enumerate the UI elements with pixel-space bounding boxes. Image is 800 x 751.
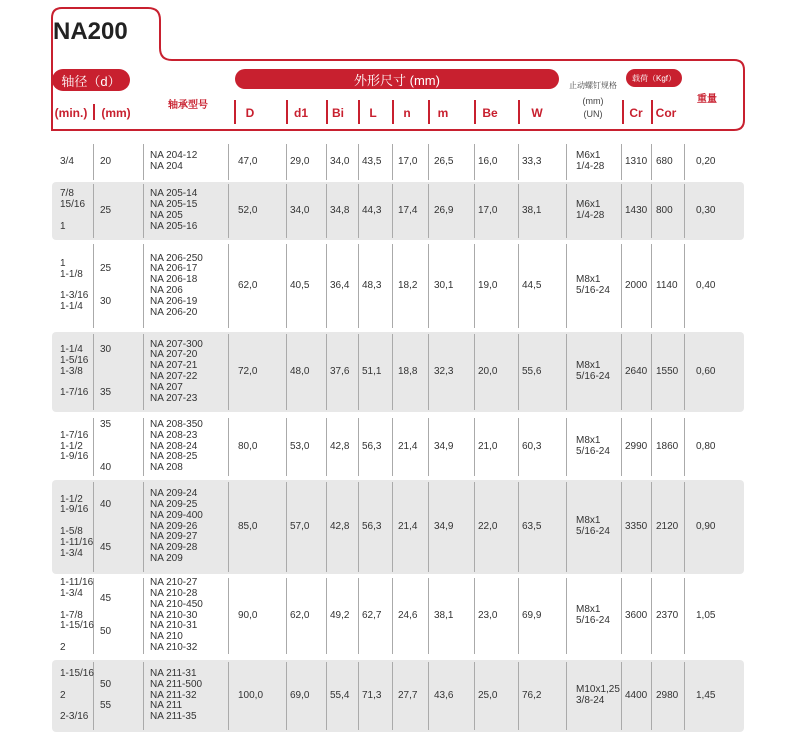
- column-divider: [326, 334, 327, 410]
- cell-W: 76,2: [522, 689, 542, 701]
- cell-Bi: 49,2: [330, 609, 350, 621]
- column-divider: [358, 334, 359, 410]
- cell-inch: 1-7/16 1-1/2 1-9/16: [60, 429, 89, 463]
- divider: [651, 100, 653, 124]
- cell-L: 43,5: [362, 155, 382, 167]
- cell-L: 44,3: [362, 204, 382, 216]
- cell-inch: 7/8 15/16 1: [60, 188, 86, 232]
- cell-L: 56,3: [362, 440, 382, 452]
- cell-inch: 1-1/4 1-5/16 1-3/8 1-7/16: [60, 344, 89, 399]
- column-divider: [621, 482, 622, 572]
- column-divider: [358, 578, 359, 654]
- column-divider: [286, 662, 287, 730]
- cell-L: 51,1: [362, 365, 382, 377]
- screw-spec-label: 止动螺钉规格: [569, 81, 617, 90]
- column-divider: [326, 482, 327, 572]
- cell-D: 85,0: [238, 520, 258, 532]
- column-divider: [143, 662, 144, 730]
- column-divider: [358, 418, 359, 476]
- cell-screw: M6x1 1/4-28: [576, 150, 605, 172]
- column-divider: [621, 184, 622, 238]
- cell-screw: M8x1 5/16-24: [576, 515, 610, 537]
- cell-d1: 29,0: [290, 155, 310, 167]
- cell-inch: 1-15/16 2 2-3/16: [60, 668, 94, 723]
- divider: [93, 104, 95, 120]
- cell-model: NA 211-31 NA 211-500 NA 211-32 NA 211 NA 211-35: [150, 668, 203, 723]
- column-divider: [143, 334, 144, 410]
- cell-m: 26,9: [434, 204, 454, 216]
- cell-m: 26,5: [434, 155, 454, 167]
- divider: [622, 100, 624, 124]
- column-divider: [518, 184, 519, 238]
- column-divider: [143, 144, 144, 180]
- column-divider: [621, 418, 622, 476]
- divider: [234, 100, 236, 124]
- cell-D: 90,0: [238, 609, 258, 621]
- cell-mm: 20: [100, 155, 112, 167]
- column-divider: [93, 334, 94, 410]
- cell-m: 34,9: [434, 520, 454, 532]
- column-divider: [93, 144, 94, 180]
- column-divider: [518, 418, 519, 476]
- cell-weight: 0,80: [696, 440, 716, 452]
- column-divider: [651, 418, 652, 476]
- cell-Bi: 34,0: [330, 155, 350, 167]
- cell-model: NA 208-350 NA 208-23 NA 208-24 NA 208-25 NA 208: [150, 419, 203, 474]
- cell-D: 80,0: [238, 440, 258, 452]
- divider: [474, 100, 476, 124]
- column-divider: [358, 244, 359, 328]
- cell-Be: 21,0: [478, 440, 498, 452]
- column-divider: [143, 418, 144, 476]
- cell-mm: 25 30: [100, 263, 112, 307]
- column-divider: [228, 244, 229, 328]
- column-divider: [684, 578, 685, 654]
- page-title: NA200: [53, 18, 128, 45]
- cell-mm: 35 40: [100, 419, 112, 474]
- cell-Bi: 34,8: [330, 204, 350, 216]
- column-divider: [392, 334, 393, 410]
- divider: [358, 100, 360, 124]
- column-divider: [286, 418, 287, 476]
- cell-D: 62,0: [238, 279, 258, 291]
- column-divider: [684, 244, 685, 328]
- column-divider: [326, 244, 327, 328]
- cell-D: 72,0: [238, 365, 258, 377]
- cell-n: 27,7: [398, 689, 418, 701]
- cell-weight: 0,40: [696, 279, 716, 291]
- cell-d1: 53,0: [290, 440, 310, 452]
- cell-d1: 34,0: [290, 204, 310, 216]
- cell-model: NA 209-24 NA 209-25 NA 209-400 NA 209-26 NA 209-27 NA 209-28 NA 209: [150, 488, 203, 564]
- cell-inch: 1-11/16 1-3/4 1-7/8 1-15/16 2: [60, 577, 94, 653]
- bearing-model-header: 轴承型号: [168, 100, 208, 111]
- column-divider: [651, 184, 652, 238]
- column-divider: [684, 662, 685, 730]
- column-divider: [474, 144, 475, 180]
- column-divider: [566, 244, 567, 328]
- cell-L: 71,3: [362, 689, 382, 701]
- mm-label: (mm): [101, 106, 131, 120]
- column-divider: [518, 244, 519, 328]
- column-divider: [392, 662, 393, 730]
- cell-model: NA 204-12 NA 204: [150, 150, 198, 172]
- dimensions-label: 外形尺寸 (mm): [235, 69, 559, 89]
- column-divider: [428, 418, 429, 476]
- cell-n: 24,6: [398, 609, 418, 621]
- cell-cr: 4400: [625, 689, 648, 701]
- cell-Bi: 55,4: [330, 689, 350, 701]
- cell-n: 17,4: [398, 204, 418, 216]
- cell-m: 32,3: [434, 365, 454, 377]
- column-divider: [428, 184, 429, 238]
- cell-cr: 3350: [625, 520, 648, 532]
- cell-n: 21,4: [398, 440, 418, 452]
- cell-d1: 62,0: [290, 609, 310, 621]
- cell-Be: 17,0: [478, 204, 498, 216]
- divider: [326, 100, 328, 124]
- cell-Be: 22,0: [478, 520, 498, 532]
- cell-cor: 2120: [656, 520, 679, 532]
- weight-header: 重量: [697, 94, 717, 105]
- column-divider: [358, 184, 359, 238]
- column-divider: [228, 144, 229, 180]
- dim-header-d1: d1: [293, 106, 308, 120]
- cell-W: 44,5: [522, 279, 542, 291]
- column-divider: [518, 144, 519, 180]
- column-divider: [474, 334, 475, 410]
- cell-model: NA 210-27 NA 210-28 NA 210-450 NA 210-30 NA 210-31 NA 210 NA 210-32: [150, 577, 203, 653]
- cell-Be: 23,0: [478, 609, 498, 621]
- cell-W: 38,1: [522, 204, 542, 216]
- dim-header-bi: Bi: [332, 106, 344, 120]
- cell-weight: 1,05: [696, 609, 716, 621]
- cell-L: 56,3: [362, 520, 382, 532]
- column-divider: [286, 334, 287, 410]
- cell-weight: 0,30: [696, 204, 716, 216]
- cell-inch: 1 1-1/8 1-3/16 1-1/4: [60, 258, 89, 313]
- cell-inch: 3/4: [60, 155, 74, 167]
- cell-Be: 16,0: [478, 155, 498, 167]
- column-divider: [358, 482, 359, 572]
- cell-m: 30,1: [434, 279, 454, 291]
- column-divider: [326, 144, 327, 180]
- column-divider: [566, 144, 567, 180]
- cell-weight: 0,60: [696, 365, 716, 377]
- column-divider: [684, 418, 685, 476]
- cell-screw: M8x1 5/16-24: [576, 360, 610, 382]
- cell-cr: 2640: [625, 365, 648, 377]
- cell-mm: 50 55: [100, 678, 112, 712]
- cell-m: 38,1: [434, 609, 454, 621]
- cell-cr: 1430: [625, 204, 648, 216]
- column-divider: [428, 662, 429, 730]
- column-divider: [474, 482, 475, 572]
- column-divider: [518, 334, 519, 410]
- cell-cr: 3600: [625, 609, 648, 621]
- column-divider: [621, 578, 622, 654]
- column-divider: [566, 334, 567, 410]
- column-divider: [428, 578, 429, 654]
- cell-cor: 680: [656, 155, 673, 167]
- cell-m: 43,6: [434, 689, 454, 701]
- column-divider: [621, 144, 622, 180]
- column-divider: [228, 334, 229, 410]
- shaft-diameter-label: 轴径（d）: [52, 69, 130, 91]
- cell-D: 52,0: [238, 204, 258, 216]
- cell-cor: 1860: [656, 440, 679, 452]
- column-divider: [621, 244, 622, 328]
- cell-mm: 40 45: [100, 499, 112, 554]
- cor-header: Cor: [655, 106, 677, 120]
- cell-n: 18,8: [398, 365, 418, 377]
- column-divider: [518, 662, 519, 730]
- column-divider: [93, 184, 94, 238]
- column-divider: [326, 418, 327, 476]
- column-divider: [286, 144, 287, 180]
- min-label: (min.): [54, 106, 88, 120]
- column-divider: [684, 482, 685, 572]
- cell-cr: 2990: [625, 440, 648, 452]
- dim-header-be: Be: [482, 106, 498, 120]
- column-divider: [566, 578, 567, 654]
- cell-mm: 25: [100, 204, 112, 216]
- cell-W: 63,5: [522, 520, 542, 532]
- column-divider: [326, 578, 327, 654]
- cell-cor: 1140: [656, 279, 678, 291]
- column-divider: [428, 482, 429, 572]
- column-divider: [286, 244, 287, 328]
- cell-Be: 20,0: [478, 365, 498, 377]
- cell-mm: 45 50: [100, 593, 112, 637]
- column-divider: [684, 184, 685, 238]
- column-divider: [286, 578, 287, 654]
- cell-cor: 800: [656, 204, 673, 216]
- column-divider: [684, 334, 685, 410]
- column-divider: [428, 144, 429, 180]
- column-divider: [143, 482, 144, 572]
- column-divider: [93, 418, 94, 476]
- divider: [428, 100, 430, 124]
- column-divider: [474, 418, 475, 476]
- divider: [286, 100, 288, 124]
- cell-Be: 19,0: [478, 279, 498, 291]
- cell-cr: 2000: [625, 279, 648, 291]
- divider: [518, 100, 520, 124]
- cell-screw: M8x1 5/16-24: [576, 604, 610, 626]
- column-divider: [358, 662, 359, 730]
- column-divider: [392, 144, 393, 180]
- cell-L: 62,7: [362, 609, 382, 621]
- dim-header-m: m: [437, 106, 449, 120]
- cell-d1: 69,0: [290, 689, 310, 701]
- column-divider: [392, 482, 393, 572]
- column-divider: [474, 578, 475, 654]
- cell-n: 21,4: [398, 520, 418, 532]
- column-divider: [392, 418, 393, 476]
- cell-Bi: 37,6: [330, 365, 350, 377]
- column-divider: [684, 144, 685, 180]
- column-divider: [143, 578, 144, 654]
- cell-Bi: 36,4: [330, 279, 350, 291]
- cell-d1: 40,5: [290, 279, 310, 291]
- cell-model: NA 206-250 NA 206-17 NA 206-18 NA 206 NA 206-19 NA 206-20: [150, 252, 203, 318]
- column-divider: [474, 244, 475, 328]
- column-divider: [93, 244, 94, 328]
- cell-weight: 0,90: [696, 520, 716, 532]
- cell-weight: 0,20: [696, 155, 716, 167]
- cell-n: 17,0: [398, 155, 418, 167]
- cell-cor: 1550: [656, 365, 679, 377]
- column-divider: [651, 482, 652, 572]
- load-label: 载荷（Kgf）: [626, 69, 682, 87]
- screw-mm-label: (mm): [582, 96, 604, 106]
- cell-model: NA 205-14 NA 205-15 NA 205 NA 205-16: [150, 188, 198, 232]
- column-divider: [651, 578, 652, 654]
- cell-W: 60,3: [522, 440, 542, 452]
- column-divider: [566, 184, 567, 238]
- column-divider: [474, 662, 475, 730]
- column-divider: [428, 334, 429, 410]
- cell-cor: 2370: [656, 609, 679, 621]
- cell-screw: M8x1 5/16-24: [576, 435, 610, 457]
- cell-d1: 57,0: [290, 520, 310, 532]
- column-divider: [518, 578, 519, 654]
- column-divider: [621, 334, 622, 410]
- column-divider: [143, 184, 144, 238]
- cell-screw: M10x1,25 3/8-24: [576, 684, 620, 706]
- cell-W: 33,3: [522, 155, 542, 167]
- cell-D: 100,0: [238, 689, 264, 701]
- screw-un-label: (UN): [583, 109, 603, 119]
- cell-D: 47,0: [238, 155, 258, 167]
- cell-W: 55,6: [522, 365, 542, 377]
- column-divider: [651, 244, 652, 328]
- cell-inch: 1-1/2 1-9/16 1-5/8 1-11/16 1-3/4: [60, 493, 94, 559]
- divider: [392, 100, 394, 124]
- column-divider: [621, 662, 622, 730]
- cell-W: 69,9: [522, 609, 542, 621]
- column-divider: [228, 418, 229, 476]
- cell-mm: 30 35: [100, 344, 112, 399]
- column-divider: [651, 144, 652, 180]
- cell-Bi: 42,8: [330, 440, 350, 452]
- column-divider: [326, 184, 327, 238]
- dim-header-l: L: [369, 106, 377, 120]
- cell-n: 18,2: [398, 279, 418, 291]
- column-divider: [392, 184, 393, 238]
- cell-m: 34,9: [434, 440, 454, 452]
- dim-header-d: D: [245, 106, 255, 120]
- column-divider: [228, 578, 229, 654]
- cell-model: NA 207-300 NA 207-20 NA 207-21 NA 207-22 NA 207 NA 207-23: [150, 338, 203, 404]
- cell-Be: 25,0: [478, 689, 498, 701]
- column-divider: [566, 418, 567, 476]
- column-divider: [566, 482, 567, 572]
- cell-d1: 48,0: [290, 365, 310, 377]
- column-divider: [228, 662, 229, 730]
- column-divider: [566, 662, 567, 730]
- column-divider: [326, 662, 327, 730]
- column-divider: [286, 482, 287, 572]
- column-divider: [651, 662, 652, 730]
- cell-L: 48,3: [362, 279, 382, 291]
- column-divider: [228, 482, 229, 572]
- column-divider: [474, 184, 475, 238]
- cr-header: Cr: [629, 106, 643, 120]
- column-divider: [286, 184, 287, 238]
- column-divider: [358, 144, 359, 180]
- dim-header-n: n: [403, 106, 411, 120]
- column-divider: [651, 334, 652, 410]
- dim-header-w: W: [531, 106, 543, 120]
- cell-Bi: 42,8: [330, 520, 350, 532]
- cell-cor: 2980: [656, 689, 679, 701]
- column-divider: [143, 244, 144, 328]
- cell-weight: 1,45: [696, 689, 716, 701]
- cell-screw: M6x1 1/4-28: [576, 199, 605, 221]
- column-divider: [392, 244, 393, 328]
- column-divider: [518, 482, 519, 572]
- cell-screw: M8x1 5/16-24: [576, 274, 610, 296]
- cell-cr: 1310: [625, 155, 648, 167]
- column-divider: [392, 578, 393, 654]
- column-divider: [228, 184, 229, 238]
- column-divider: [428, 244, 429, 328]
